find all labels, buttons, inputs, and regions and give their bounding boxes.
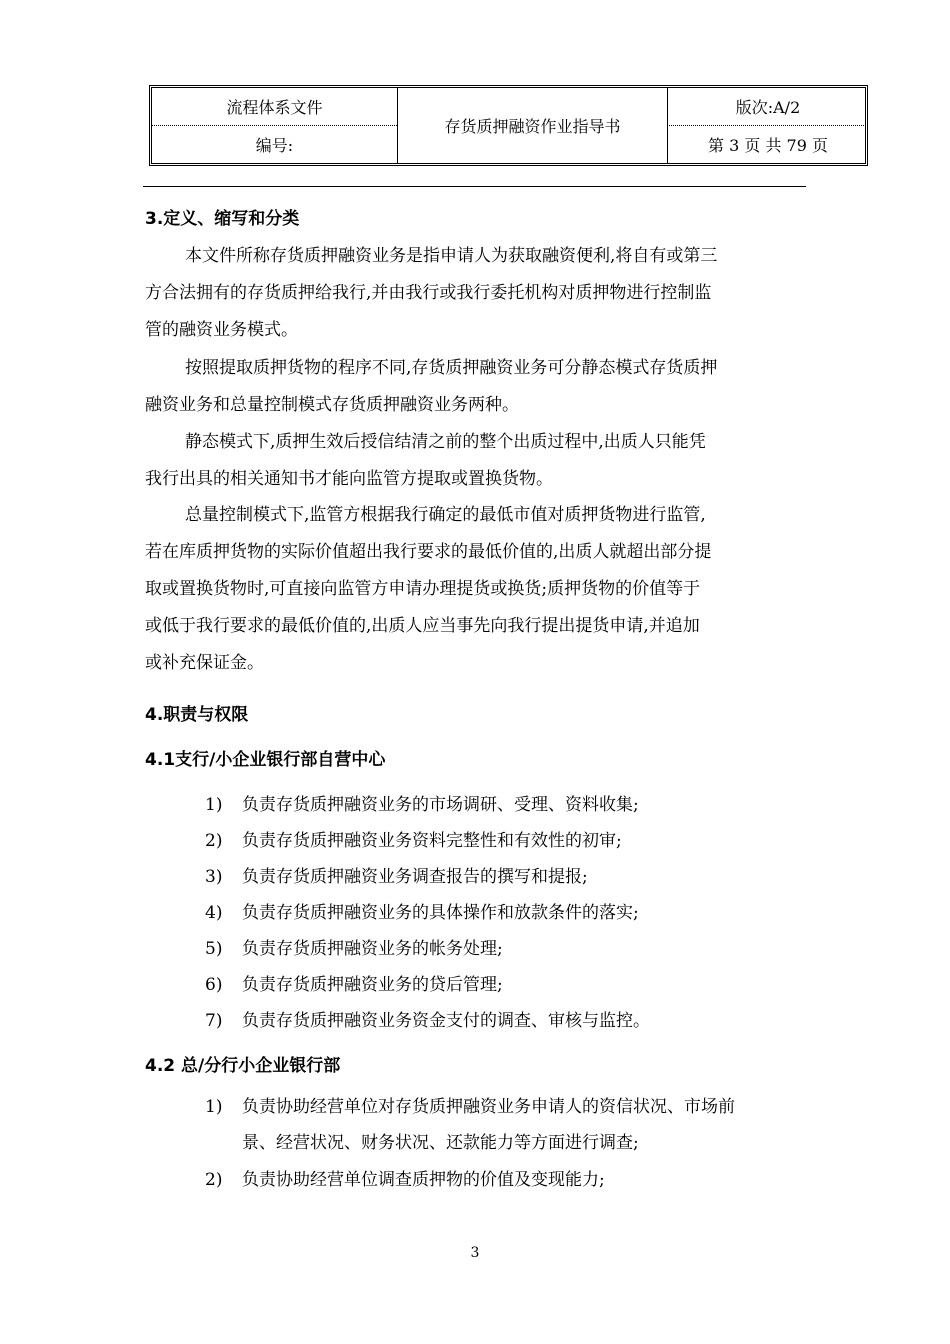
document-title: 存货质押融资作业指导书 (444, 117, 621, 136)
list-item: 7) 负责存货质押融资业务资金支付的调查、审核与监控。 (205, 1011, 650, 1031)
section-4-2-heading: 4.2 总/分行小企业银行部 (145, 1056, 341, 1076)
version-label: 版次:A/2 (735, 98, 801, 117)
system-file-label: 流程体系文件 (226, 98, 323, 117)
paragraph-definition: 本文件所称存货质押融资业务是指申请人为获取融资便利,将自有或第三 方合法拥有的存货质押给我行,并由我行或我行委托机构对质押物进行控制监 管的融资业务模式。 (145, 246, 718, 340)
page-number: 3 (470, 1245, 480, 1261)
page-info: 第 3 页 共 79 页 (708, 136, 828, 155)
paragraph-modes: 按照提取质押货物的程序不同,存货质押融资业务可分静态模式存货质押 融资业务和总量控制模式存货质押融资业务两种。 (145, 358, 718, 415)
list-item: 5) 负责存货质押融资业务的帐务处理; (205, 939, 503, 959)
list-item: 4) 负责存货质押融资业务的具体操作和放款条件的落实; (205, 903, 639, 923)
list-item: 6) 负责存货质押融资业务的贷后管理; (205, 975, 503, 995)
section-4-1-heading: 4.1支行/小企业银行部自营中心 (145, 750, 386, 770)
section-3-heading: 3.定义、缩写和分类 (145, 209, 300, 229)
document-header-table (149, 85, 868, 166)
list-item: 1) 负责协助经营单位对存货质押融资业务申请人的资信状况、市场前 景、经营状况、财务状况、还款能力等方面进行调查; (205, 1097, 735, 1153)
list-item: 2) 负责存货质押融资业务资料完整性和有效性的初审; (205, 831, 622, 851)
paragraph-total-control-mode: 总量控制模式下,监管方根据我行确定的最低市值对质押货物进行监管, 若在库质押货物的实际价值超出我行要求的最低价值的,出质人就超出部分提 取或置换货物时,可直接向监管方申请办理提货或换货;质押货物的价值等于 或低于我行要求的最低价值的,出质人应当事先向我行提出提货申请,并追加 或补充保证金。 (145, 505, 712, 673)
paragraph-static-mode: 静态模式下,质押生效后授信结清之前的整个出质过程中,出质人只能凭 我行出具的相关通知书才能向监管方提取或置换货物。 (145, 432, 706, 489)
list-item: 3) 负责存货质押融资业务调查报告的撰写和提报; (205, 867, 588, 887)
list-item: 2) 负责协助经营单位调查质押物的价值及变现能力; (205, 1170, 605, 1190)
doc-number-label: 编号: (255, 136, 294, 155)
section-4-heading: 4.职责与权限 (145, 705, 249, 725)
list-item: 1) 负责存货质押融资业务的市场调研、受理、资料收集; (205, 795, 639, 815)
header-rule (143, 186, 806, 187)
